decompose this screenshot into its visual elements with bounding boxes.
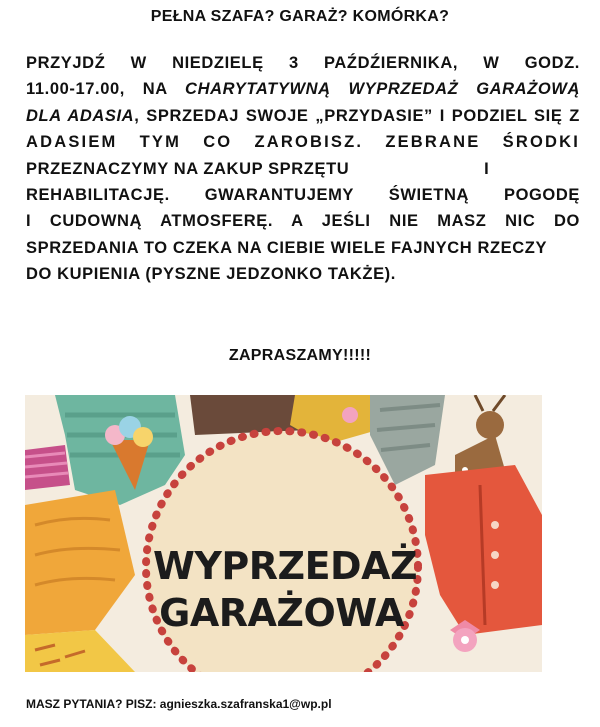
text-span: , SPRZEDAJ SWOJE „PRZYDASIE” I PODZIEL SIĘ Z bbox=[134, 106, 580, 125]
text-line: PRZEZNACZYMY NA ZAKUP SPRZĘTU I bbox=[26, 159, 490, 178]
text-line: DO KUPIENIA (PYSZNE JEDZONKO TAKŻE). bbox=[26, 265, 396, 284]
text-line: I CUDOWNĄ ATMOSFERĘ. A JEŚLI NIE MASZ NIC DO bbox=[26, 212, 580, 231]
text-line: REHABILITACJĘ. GWARANTUJEMY ŚWIETNĄ POGODĘ bbox=[26, 186, 580, 205]
announcement-text bbox=[26, 50, 580, 288]
text-line bbox=[26, 103, 580, 129]
text-line bbox=[26, 76, 580, 102]
event-name: CHARYTATYWNĄ WYPRZEDAŻ GARAŻOWĄ bbox=[185, 80, 580, 99]
banner-title bbox=[153, 543, 418, 637]
contact-footer: MASZ PYTANIA? PISZ: agnieszka.szafranska1@wp.pl bbox=[26, 697, 332, 711]
text-line: PRZYJDŹ W NIEDZIELĘ 3 PAŹDŹIERNIKA, W GODZ. bbox=[26, 54, 580, 72]
text-line: SPRZEDANIA TO CZEKA NA CIEBIE WIELE FAJNYCH RZECZY bbox=[26, 238, 548, 257]
invitation-text: ZAPRASZAMY!!!!! bbox=[228, 347, 372, 364]
event-name-cont: DLA ADASIA bbox=[26, 106, 135, 125]
text-line: ADASIEM TYM CO ZAROBISZ. ZEBRANE ŚRODKI bbox=[26, 133, 580, 152]
page-heading: PEŁNA SZAFA? GARAŻ? KOMÓRKA? bbox=[150, 8, 450, 25]
banner-title-line2: GARAŻOWA bbox=[159, 591, 404, 635]
banner-title-line1: WYPRZEDAŻ bbox=[153, 544, 418, 588]
text-span: 11.00-17.00, NA bbox=[26, 80, 186, 99]
garage-sale-banner bbox=[25, 395, 542, 672]
